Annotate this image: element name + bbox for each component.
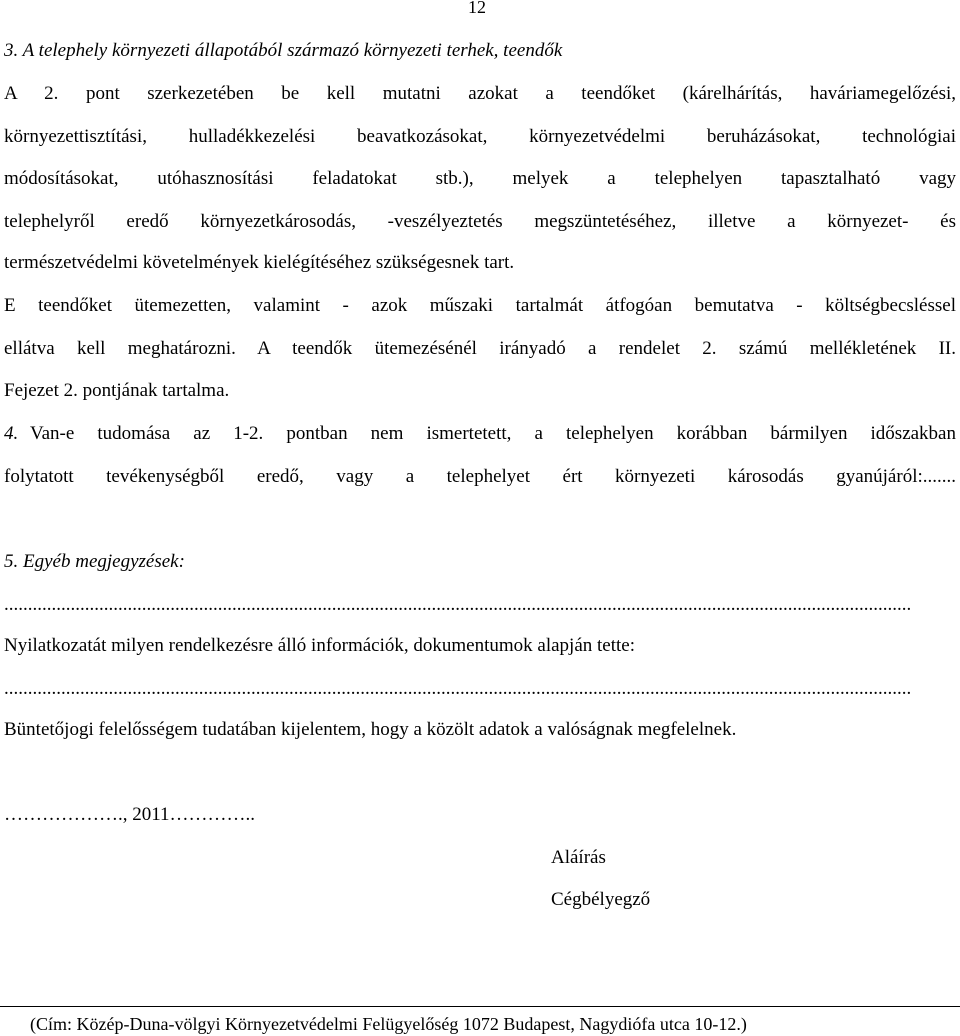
section-3-line: módosításokat, utóhasznosítási feladatokat stb.), melyek a telephelyen tapasztalható vagy [4,168,956,189]
place-date-line: ………………., 2011………….. [4,804,256,825]
page-number: 12 [468,0,486,17]
section-4-number: 4. [4,423,19,444]
section-4-line: folytatott tevékenységből eredő, vagy a telephelyet ért környezeti károsodás gyanújáról:....... [4,466,956,487]
section-3-heading: 3. A telephely környezeti állapotából származó környezeti terhek, teendők [4,40,563,61]
footer-divider [0,1006,960,1007]
criminal-liability-statement: Büntetőjogi felelősségem tudatában kijelentem, hogy a közölt adatok a valóságnak megfelelnek. [4,719,737,740]
section-3-line: telephelyről eredő környezetkárosodás, -veszélyeztetés megszüntetéséhez, illetve a környezet- és [4,211,956,232]
section-4-line: Van-e tudomása az 1-2. pontban nem ismertetett, a telephelyen korábban bármilyen időszakban [30,423,956,444]
stamp-label: Cégbélyegző [551,889,651,910]
signature-label: Aláírás [551,847,606,868]
remarks-dotted-line: ............................................................................................................................................................................................... [4,594,912,615]
section-3-para2-line: E teendőket ütemezetten, valamint - azok műszaki tartalmát átfogóan bemutatva - költségbecsléssel [4,295,956,316]
section-5-heading: 5. Egyéb megjegyzések: [4,551,185,572]
section-3-para2-line: Fejezet 2. pontjának tartalma. [4,380,230,401]
section-3-line: A 2. pont szerkezetében be kell mutatni azokat a teendőket (kárelhárítás, haváriamegelőzési, [4,83,956,104]
section-3-para2-line: ellátva kell meghatározni. A teendők ütemezésénél irányadó a rendelet 2. számú mellékletének II. [4,338,956,359]
footer-address: (Cím: Közép-Duna-völgyi Környezetvédelmi Felügyelőség 1072 Budapest, Nagydiófa utca 10-12.) [30,1014,747,1034]
declaration-dotted-line: ............................................................................................................................................................................................... [4,678,912,699]
section-3-line: természetvédelmi követelmények kielégítéséhez szükségesnek tart. [4,252,515,273]
declaration-basis-text: Nyilatkozatát milyen rendelkezésre álló információk, dokumentumok alapján tette: [4,635,635,656]
section-3-line: környezettisztítási, hulladékkezelési beavatkozásokat, környezetvédelmi beruházásokat, technológiai [4,126,956,147]
